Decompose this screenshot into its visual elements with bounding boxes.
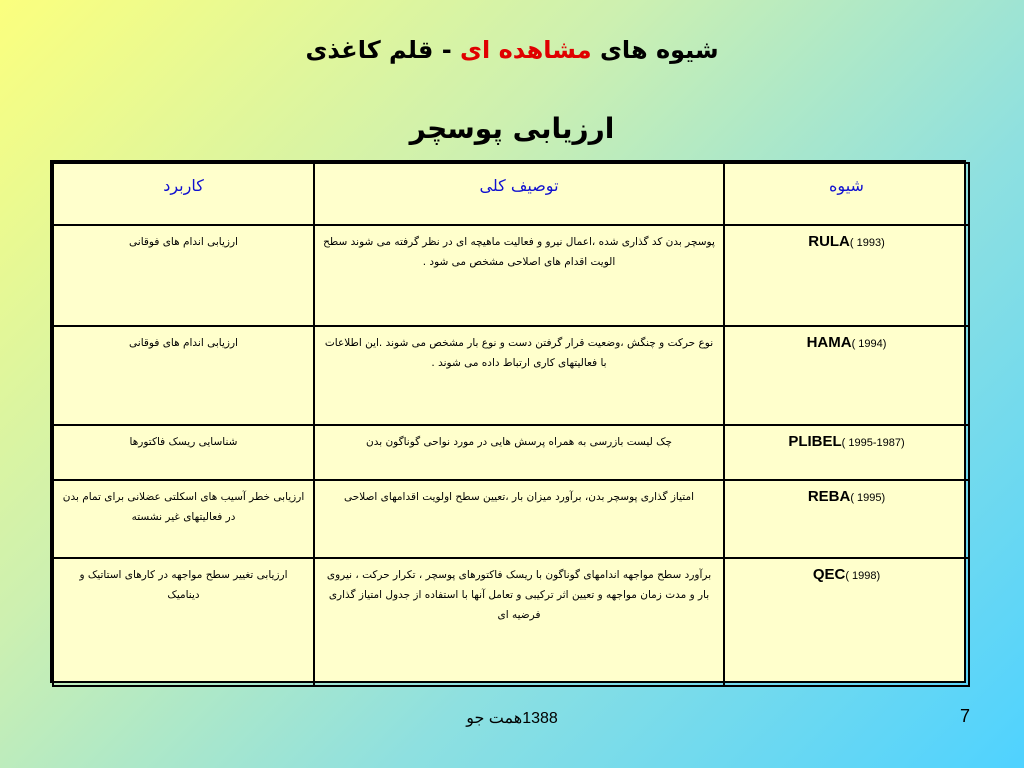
method-name: REBA [807, 488, 851, 505]
table-row [53, 326, 969, 425]
method-cell [724, 326, 969, 425]
table-row [53, 425, 969, 480]
method-year: ( 1998) [845, 570, 881, 582]
description-cell: پوسچر بدن کد گذاری شده ،اعمال نیرو و فعالیت ماهیچه ای در نظر گرفته می شوند سطح الویت اقدام های اصلاحی مشخص می شود . [314, 225, 724, 326]
methods-table-container [50, 160, 966, 683]
method-year: ( 1994) [851, 338, 887, 350]
title-highlight: مشاهده ای [460, 36, 592, 64]
table-row [53, 225, 969, 326]
method-year: ( 1995) [850, 492, 886, 504]
usage-cell: ارزیابی خطر آسیب های اسکلتی عضلانی برای تمام بدن در فعالیتهای غیر نشسته [53, 480, 314, 558]
description-cell: چک لیست بازرسی به همراه پرسش هایی در مورد نواحی گوناگون بدن [314, 425, 724, 480]
table-header-row [53, 163, 969, 225]
footer-text: 1388همت جو [466, 710, 558, 727]
page-number: 7 [959, 706, 970, 726]
usage-cell: ارزیابی اندام های فوقانی [53, 225, 314, 326]
description-cell: امتیاز گذاری پوسچر بدن، برآورد میزان بار ،تعیین سطح اولویت اقدامهای اصلاحی [314, 480, 724, 558]
method-name: PLIBEL [788, 433, 842, 450]
header-description: توصیف کلی [314, 163, 724, 225]
slide-title [0, 36, 1024, 64]
method-cell [724, 480, 969, 558]
table-row [53, 558, 969, 686]
method-name: RULA [808, 233, 850, 250]
method-year: ( 1995-1987) [841, 437, 905, 449]
title-part1: شیوه های [599, 36, 719, 64]
method-year: ( 1993) [849, 237, 885, 249]
usage-cell: شناسایی ریسک فاکتورها [53, 425, 314, 480]
description-cell: برآورد سطح مواجهه اندامهای گوناگون با ریسک فاکتورهای پوسچر ، تکرار حرکت ، نیروی بار و مدت زمان مواجهه و تعیین اثر ترکیبی و تعامل آنها با استفاده از جدول امتیاز گذاری فرضیه ای [314, 558, 724, 686]
methods-table [52, 162, 970, 687]
method-name: HAMA [806, 334, 852, 351]
header-method: شیوه [724, 163, 969, 225]
slide-subtitle: ارزیابی پوسچر [409, 112, 615, 145]
method-name: QEC [812, 566, 846, 583]
method-cell [724, 425, 969, 480]
usage-cell: ارزیابی اندام های فوقانی [53, 326, 314, 425]
title-part2: - قلم کاغذی [305, 36, 452, 64]
description-cell: نوع حرکت و چنگش ،وضعیت قرار گرفتن دست و نوع بار مشخص می شوند .این اطلاعات با فعالیتهای کاری ارتباط داده می شوند . [314, 326, 724, 425]
table-row [53, 480, 969, 558]
usage-cell: ارزیابی تغییر سطح مواجهه در کارهای استاتیک و دینامیک [53, 558, 314, 686]
method-cell [724, 225, 969, 326]
header-usage: کاربرد [53, 163, 314, 225]
method-cell [724, 558, 969, 686]
